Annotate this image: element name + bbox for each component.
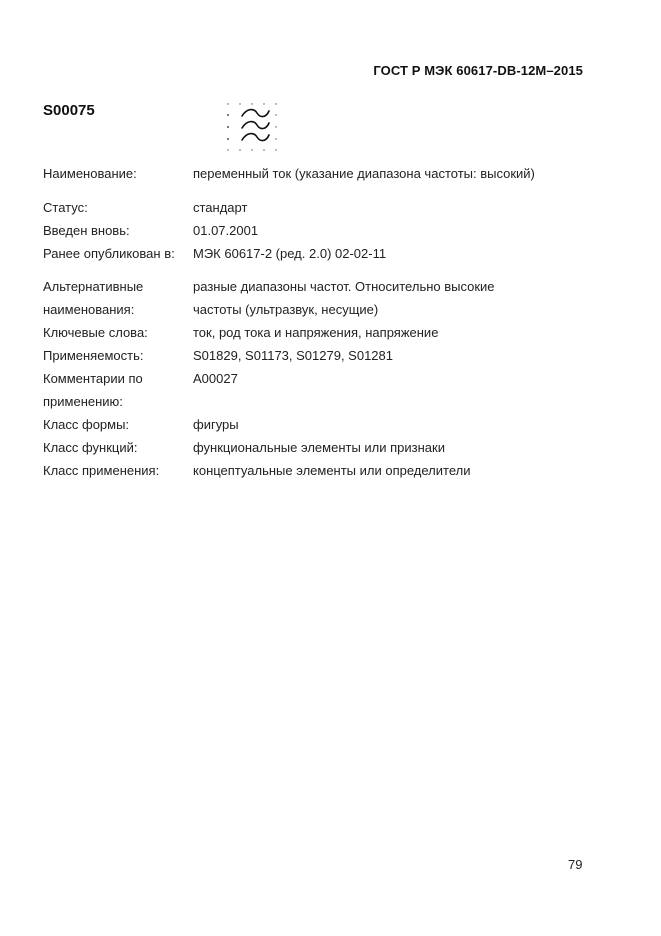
field-value: 01.07.2001: [193, 223, 259, 238]
standard-title: ГОСТ Р МЭК 60617-DB-12M–2015: [373, 63, 583, 78]
field-label: Класс применения:: [43, 463, 160, 478]
field-label: Статус:: [43, 200, 88, 215]
field-value: A00027: [193, 371, 238, 386]
field-label: Альтернативные: [43, 279, 144, 294]
field-value: функциональные элементы или признаки: [193, 440, 445, 455]
field-label: Наименование:: [43, 166, 137, 181]
page-number: 79: [568, 857, 583, 872]
field-label: применению:: [43, 394, 123, 409]
field-label: Класс формы:: [43, 417, 130, 432]
symbol-code: S00075: [43, 102, 95, 119]
field-label: Класс функций:: [43, 440, 138, 455]
field-value: S01829, S01173, S01279, S01281: [193, 348, 393, 363]
field-label: Ранее опубликован в:: [43, 246, 175, 261]
field-value: стандарт: [193, 200, 248, 215]
field-label: наименования:: [43, 302, 135, 317]
field-label: Комментарии по: [43, 371, 143, 386]
field-value: разные диапазоны частот. Относительно высокие: [193, 279, 495, 294]
field-label: Ключевые слова:: [43, 325, 148, 340]
field-value: МЭК 60617-2 (ред. 2.0) 02-02-11: [193, 246, 387, 261]
triple-tilde-ac-high-frequency-icon: [227, 103, 279, 151]
field-value: ток, род тока и напряжения, напряжение: [193, 325, 439, 340]
field-label: Введен вновь:: [43, 223, 130, 238]
field-value: переменный ток (указание диапазона частоты: высокий): [193, 166, 535, 181]
field-label: Применяемость:: [43, 348, 144, 363]
field-value: фигуры: [193, 417, 239, 432]
field-value: частоты (ультразвук, несущие): [193, 302, 379, 317]
field-value: концептуальные элементы или определители: [193, 463, 471, 478]
